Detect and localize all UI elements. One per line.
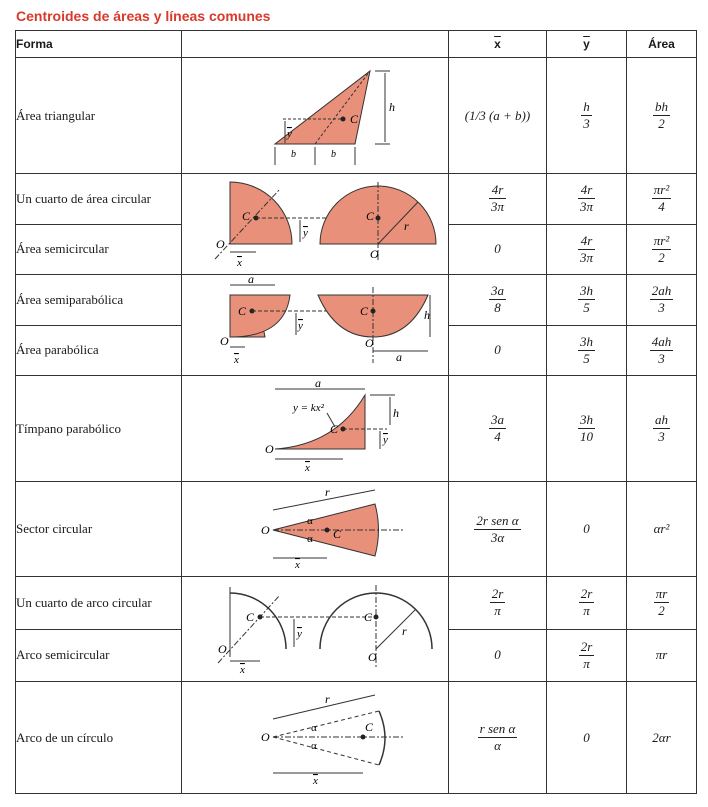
h-label: h	[389, 99, 395, 114]
header-forma: Forma	[16, 31, 182, 58]
xbar-value: $\frac{3a}{4}$	[449, 376, 547, 482]
circular-area-svg	[190, 174, 440, 270]
svg-text:O: O	[261, 730, 270, 744]
centroid-table	[15, 30, 697, 794]
svg-text:C: C	[364, 610, 373, 624]
parabolic-area-svg	[190, 275, 440, 371]
row-name: Arco semicircular	[16, 629, 182, 682]
svg-text:y = kx²: y = kx²	[293, 401, 324, 414]
svg-text:x: x	[237, 257, 242, 269]
row-name: Un cuarto de área circular	[16, 174, 182, 225]
xbar-value: $\frac{2r}{\pi}$	[449, 577, 547, 630]
svg-text:h: h	[424, 308, 430, 322]
ybar-value: $\frac{3h}{5}$	[547, 275, 627, 326]
area-value: $\frac{\pi r}{2}$	[627, 577, 697, 630]
ybar-value: $\frac{h}{3}$	[547, 58, 627, 174]
header-area: Área	[627, 31, 697, 58]
row-name: Área triangular	[16, 58, 182, 174]
ybar-value: 0	[547, 482, 627, 577]
ybar-value: $\frac{4r}{3\pi}$	[547, 174, 627, 225]
header-figure	[182, 31, 449, 58]
svg-text:O: O	[368, 650, 377, 664]
row-name: Tímpano parabólico	[16, 376, 182, 482]
svg-text:x: x	[234, 354, 239, 366]
xbar-value: (1/3 (a + b))	[449, 58, 547, 174]
triangle-figure	[182, 58, 449, 174]
c-label: C	[350, 111, 359, 126]
svg-text:x: x	[313, 775, 318, 787]
svg-text:α: α	[311, 722, 317, 734]
svg-text:h: h	[393, 405, 399, 420]
svg-text:C: C	[333, 527, 342, 541]
table-row	[16, 682, 697, 794]
svg-text:r: r	[402, 624, 407, 638]
area-value: $\frac{\text{πr²}}{2}$	[627, 224, 697, 275]
xbar-value: 0	[449, 325, 547, 376]
svg-text:α: α	[307, 515, 313, 527]
area-value: $\frac{2ah}{3}$	[627, 275, 697, 326]
svg-text:α: α	[311, 740, 317, 752]
ybar-value: $\frac{4r}{3\pi}$	[547, 224, 627, 275]
sector-svg	[215, 482, 415, 572]
sector-figure	[182, 482, 449, 577]
svg-text:O: O	[365, 336, 374, 350]
ybar-value: 0	[547, 682, 627, 794]
row-name: Área semiparabólica	[16, 275, 182, 326]
area-value: αr²	[627, 482, 697, 577]
spandrel-svg	[215, 377, 415, 477]
arc-figure	[182, 682, 449, 794]
parabolic-area-figure	[182, 275, 449, 376]
svg-text:x: x	[305, 461, 310, 474]
ybar-value: $\frac{2r}{\pi}$	[547, 577, 627, 630]
svg-text:x: x	[240, 664, 245, 676]
spandrel-figure	[182, 376, 449, 482]
svg-text:O: O	[218, 642, 227, 656]
svg-text:y: y	[298, 320, 303, 332]
svg-text:a: a	[248, 275, 254, 286]
table-row	[16, 376, 697, 482]
table-row	[16, 577, 697, 630]
area-value: 2αr	[627, 682, 697, 794]
arc-svg	[215, 683, 415, 788]
svg-text:O: O	[216, 237, 225, 251]
svg-text:C: C	[330, 421, 339, 436]
table-row	[16, 275, 697, 326]
svg-text:C: C	[365, 720, 374, 734]
svg-text:O: O	[265, 441, 274, 456]
area-value: $\frac{\text{πr²}}{4}$	[627, 174, 697, 225]
b-label: b	[291, 148, 296, 160]
svg-text:a: a	[396, 350, 402, 364]
row-name: Sector circular	[16, 482, 182, 577]
ybar-value: $\frac{2r}{\pi}$	[547, 629, 627, 682]
row-name: Área semicircular	[16, 224, 182, 275]
circular-arc-svg	[190, 577, 440, 677]
header-ybar: $\overline{y}$	[547, 31, 627, 58]
svg-text:r: r	[404, 219, 409, 233]
svg-text:a: a	[315, 376, 321, 390]
row-name: Área parabólica	[16, 325, 182, 376]
xbar-value: $\frac{4r}{3\pi}$	[449, 174, 547, 225]
xbar-value: 0	[449, 224, 547, 275]
area-value: $\frac{ah}{3}$	[627, 376, 697, 482]
svg-text:C: C	[366, 209, 375, 223]
svg-text:C: C	[360, 304, 369, 318]
area-value: $\frac{bh}{2}$	[627, 58, 697, 174]
area-value: $\frac{4ah}{3}$	[627, 325, 697, 376]
header-xbar: $\overline{x}$	[449, 31, 547, 58]
svg-text:O: O	[220, 334, 229, 348]
svg-text:C: C	[238, 304, 247, 318]
svg-text:α: α	[307, 533, 313, 545]
b-label: b	[331, 148, 336, 160]
page-title: Centroides de áreas y líneas comunes	[16, 8, 271, 24]
svg-text:r: r	[325, 692, 330, 706]
svg-text:O: O	[261, 523, 270, 537]
table-row	[16, 58, 697, 174]
svg-text:O: O	[370, 247, 379, 261]
svg-text:C: C	[246, 610, 255, 624]
xbar-value: 0	[449, 629, 547, 682]
triangle-svg	[215, 59, 415, 169]
table-row	[16, 174, 697, 225]
ybar-value: $\frac{3h}{10}$	[547, 376, 627, 482]
area-value: πr	[627, 629, 697, 682]
svg-text:y: y	[303, 227, 308, 239]
ybar-value: $\frac{3h}{5}$	[547, 325, 627, 376]
svg-text:y: y	[383, 433, 388, 446]
xbar-value: $\frac{\text{2r sen α}}{3\alpha}$	[449, 482, 547, 577]
svg-text:r: r	[325, 485, 330, 499]
header-row	[16, 31, 697, 58]
circular-arc-figure	[182, 577, 449, 682]
row-name: Arco de un círculo	[16, 682, 182, 794]
svg-text:y: y	[297, 628, 302, 640]
row-name: Un cuarto de arco circular	[16, 577, 182, 630]
table-row	[16, 482, 697, 577]
xbar-value: $\frac{\text{r sen α}}{\alpha}$	[449, 682, 547, 794]
svg-text:x: x	[295, 559, 300, 571]
xbar-value: $\frac{3a}{8}$	[449, 275, 547, 326]
ybar-label: y	[287, 127, 292, 140]
svg-text:C: C	[242, 209, 251, 223]
circular-area-figure	[182, 174, 449, 275]
